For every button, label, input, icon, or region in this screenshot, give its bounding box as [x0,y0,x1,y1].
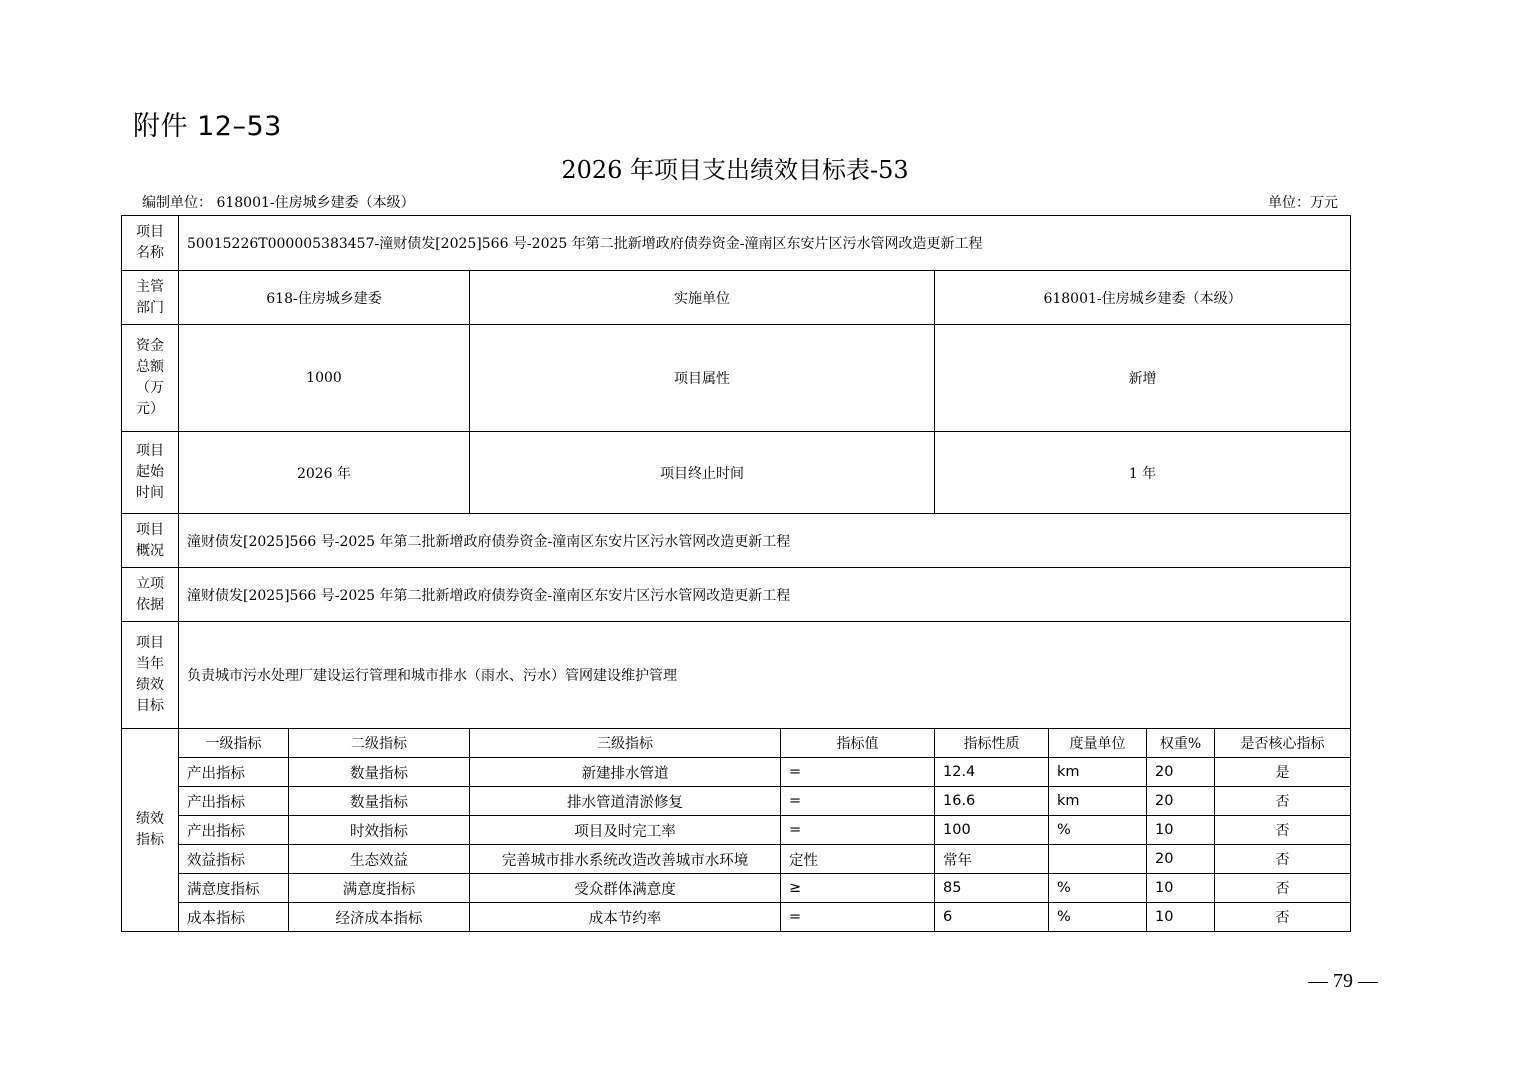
end-label: 项目终止时间 [470,432,935,514]
row-level1: 满意度指标 [179,874,289,903]
header-level1: 一级指标 [179,729,289,758]
row-nature: 常年 [935,845,1049,874]
row-nature: 85 [935,874,1049,903]
row-unit [1049,845,1147,874]
header-weight: 权重% [1147,729,1215,758]
header-unit: 度量单位 [1049,729,1147,758]
currency-unit: 单位：万元 [1268,195,1338,211]
row-weight: 10 [1147,903,1215,932]
table-row [122,903,1351,932]
row-unit: % [1049,816,1147,845]
row-department [122,271,1351,325]
end-value: 1 年 [935,432,1351,514]
header-core: 是否核心指标 [1215,729,1351,758]
project-name-label: 项目 名称 [122,216,179,271]
table-row [122,758,1351,787]
row-weight: 10 [1147,816,1215,845]
header-nature: 指标性质 [935,729,1049,758]
row-value: = [781,816,935,845]
perf-indicator-label: 绩效 指标 [122,729,179,932]
row-unit: % [1049,903,1147,932]
attr-value: 新增 [935,325,1351,432]
row-unit: km [1049,787,1147,816]
row-value: 定性 [781,845,935,874]
table-row [122,787,1351,816]
row-level2: 满意度指标 [289,874,470,903]
funds-value: 1000 [179,325,470,432]
row-basis [122,568,1351,622]
row-value: ≥ [781,874,935,903]
table-row [122,874,1351,903]
row-core: 是 [1215,758,1351,787]
row-nature: 100 [935,816,1049,845]
row-level3: 受众群体满意度 [470,874,781,903]
row-core: 否 [1215,787,1351,816]
row-level3: 成本节约率 [470,903,781,932]
page-title: 2026 年项目支出绩效目标表-53 [561,156,909,184]
row-level2: 经济成本指标 [289,903,470,932]
row-nature: 6 [935,903,1049,932]
row-nature: 16.6 [935,787,1049,816]
row-start-time [122,432,1351,514]
dept-value: 618-住房城乡建委 [179,271,470,325]
impl-unit-label: 实施单位 [470,271,935,325]
row-unit: km [1049,758,1147,787]
row-value: = [781,758,935,787]
row-level1: 成本指标 [179,903,289,932]
table-row [122,845,1351,874]
row-core: 否 [1215,845,1351,874]
start-label: 项目 起始 时间 [122,432,179,514]
row-level3: 排水管道清淤修复 [470,787,781,816]
basis-label: 立项 依据 [122,568,179,622]
project-name-value: 50015226T000005383457-潼财债发[2025]566 号-2025 年第二批新增政府债券资金-潼南区东安片区污水管网改造更新工程 [179,216,1351,271]
row-level3: 完善城市排水系统改造改善城市水环境 [470,845,781,874]
row-core: 否 [1215,816,1351,845]
header-value: 指标值 [781,729,935,758]
row-nature: 12.4 [935,758,1049,787]
row-level3: 项目及时完工率 [470,816,781,845]
row-weight: 20 [1147,845,1215,874]
goal-value: 负责城市污水处理厂建设运行管理和城市排水（雨水、污水）管网建设维护管理 [179,622,1351,729]
row-weight: 20 [1147,758,1215,787]
overview-value: 潼财债发[2025]566 号-2025 年第二批新增政府债券资金-潼南区东安片区污水管网改造更新工程 [179,514,1351,568]
row-weight: 20 [1147,787,1215,816]
row-goal [122,622,1351,729]
table-row [122,816,1351,845]
indicator-header-row [122,729,1351,758]
attr-label: 项目属性 [470,325,935,432]
attachment-label: 附件 12–53 [133,111,282,142]
funds-label: 资金 总额 （万 元） [122,325,179,432]
row-level2: 数量指标 [289,787,470,816]
row-value: = [781,903,935,932]
performance-target-table [121,215,1351,932]
overview-label: 项目 概况 [122,514,179,568]
row-level2: 数量指标 [289,758,470,787]
goal-label: 项目 当年 绩效 目标 [122,622,179,729]
row-level1: 产出指标 [179,816,289,845]
row-level3: 新建排水管道 [470,758,781,787]
row-funds [122,325,1351,432]
row-level2: 生态效益 [289,845,470,874]
start-value: 2026 年 [179,432,470,514]
row-core: 否 [1215,874,1351,903]
impl-unit-value: 618001-住房城乡建委（本级） [935,271,1351,325]
row-core: 否 [1215,903,1351,932]
row-value: = [781,787,935,816]
row-project-name [122,216,1351,271]
header-level2: 二级指标 [289,729,470,758]
row-level1: 产出指标 [179,758,289,787]
row-level2: 时效指标 [289,816,470,845]
row-overview [122,514,1351,568]
dept-label: 主管 部门 [122,271,179,325]
row-weight: 10 [1147,874,1215,903]
row-unit: % [1049,874,1147,903]
page-number: — 79 — [1308,970,1378,992]
preparing-unit: 编制单位： 618001-住房城乡建委（本级） [142,195,415,211]
header-level3: 三级指标 [470,729,781,758]
row-level1: 产出指标 [179,787,289,816]
basis-value: 潼财债发[2025]566 号-2025 年第二批新增政府债券资金-潼南区东安片区污水管网改造更新工程 [179,568,1351,622]
row-level1: 效益指标 [179,845,289,874]
